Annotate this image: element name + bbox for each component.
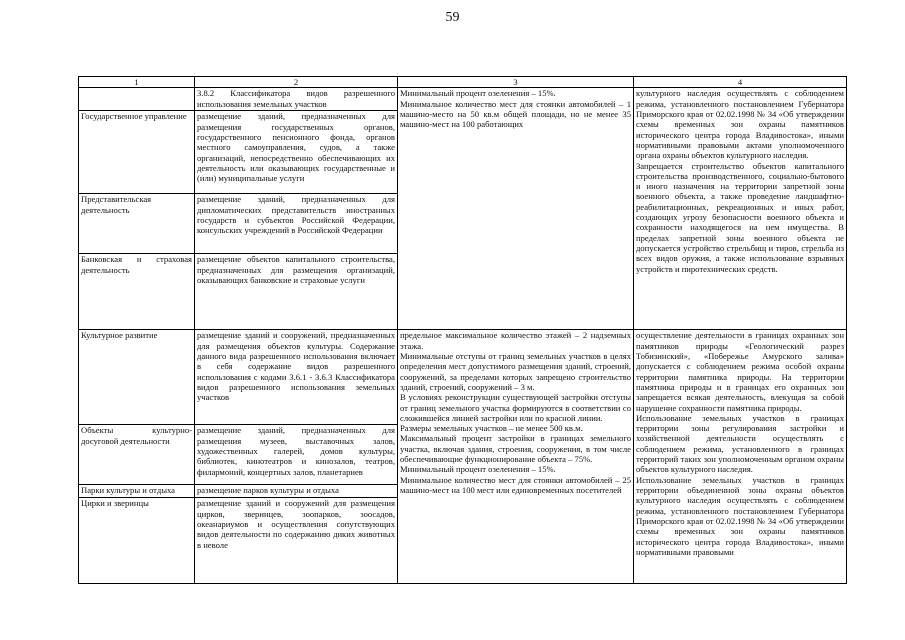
parameter-text: Минимальное количество мест для стоянки автомобилей – 1 машино-место на 50 кв.м общей площади, но не менее 35 машино-мест на 100 работающих (400, 98, 631, 130)
use-name: Цирки и зверинцы (79, 498, 195, 584)
parameter-text: Минимальный процент озеленения – 15%. (400, 88, 556, 99)
parameters-cell (398, 88, 634, 330)
column-number: 4 (634, 77, 847, 88)
use-description: 3.8.2 Классификатора видов разрешенного использования земельных участков (195, 88, 398, 111)
restriction-text: культурного наследия осуществлять с соблюдением режима, установленного постановлением Губернатора Приморского края от 02.02.1998 № 34 «Об утверждении схемы временных зон охраны памятников исторического центра города Владивостока», иными нормативными правовыми актами уполномоченного органа охраны объектов культурного наследия. (636, 88, 844, 161)
column-number: 3 (398, 77, 634, 88)
regulations-table (78, 76, 847, 584)
parameter-text: предельное максимальное количество этажей – 2 надземных этажа. (400, 330, 631, 351)
use-name: Представительская деятельность (79, 194, 195, 254)
use-description: размещение зданий, предназначенных для размещения музеев, выставочных залов, художественных галерей, домов культуры, библиотек, кинотеатров и кинозалов, театров, филармоний, концертных залов, планетариев (195, 425, 398, 485)
restriction-text: Использование земельных участков в границах территории зоны регулирования застройки и хозяйственной деятельности осуществлять с соблюдением режима, установленного в границах территорий таких зон уполномоченным органом охраны объектов культурного наследия. (636, 412, 844, 475)
empty-cell (79, 88, 195, 111)
restriction-text: Запрещается строительство объектов капитального строительства производственного, социально-бытового и иного назначения на территории запретной зоны военного объекта, а также проведение ландшафтно-реабилитационных, рекреационных и иных работ, создающих угрозу безопасности военного объекта и сохранности находящегося на нем имущества. В пределах запретной зоны военного объекта не допускается устройство стрельбищ и тиров, стрельба из всех видов оружия, а также использование взрывных устройств и пиротехнических средств. (636, 160, 844, 274)
parameters-cell (398, 330, 634, 584)
restrictions-cell (634, 88, 847, 330)
use-name: Государственное управление (79, 111, 195, 194)
column-number: 2 (195, 77, 398, 88)
restriction-text: Использование земельных участков в границах территории объединенной зоны охраны объектов культурного наследия осуществлять с соблюдением режима, установленного постановлением Губернатора Приморского края от 02.02.1998 № 34 «Об утверждении схемы временных зон охраны памятников исторического центра города Владивостока», иными нормативными правовыми (636, 474, 844, 557)
use-description: размещение зданий, предназначенных для размещения государственных органов, государственного пенсионного фонда, органов местного самоуправления, судов, а также организаций, непосредственно обеспечивающих их деятельность или оказывающих государственные и (или) муниципальные услуги (195, 111, 398, 194)
parameter-text: Минимальный процент озеленения – 15%. (400, 464, 556, 475)
page-number: 59 (445, 10, 460, 25)
parameter-text: Размеры земельных участков – не менее 500 кв.м. (400, 423, 583, 434)
restrictions-cell (634, 330, 847, 584)
parameter-text: Минимальное количество мест для стоянки автомобилей – 25 машино-мест на 100 мест или единовременных посетителей (400, 474, 631, 495)
table-row (79, 330, 847, 425)
use-description: размещение зданий и сооружений, предназначенных для размещения объектов культуры. Содержание данного вида разрешенного использования включает в себя содержание видов разрешенного использования с кодами 3.6.1 - 3.6.3 Классификатора видов разрешенного использования земельных участков (195, 330, 398, 425)
column-number: 1 (79, 77, 195, 88)
parameter-text: Максимальный процент застройки в границах земельного участка, включая здания, строения, сооружения, в том числе обеспечивающие функционирование объекта – 75%. (400, 433, 631, 465)
use-description: размещение зданий и сооружений для размещения цирков, зверинцев, зоопарков, зоосадов, океанариумов и осуществления сопутствующих видов деятельности по содержанию диких животных в неволе (195, 498, 398, 584)
use-name: Культурное развитие (79, 330, 195, 425)
use-name: Парки культуры и отдыха (79, 485, 195, 498)
use-description: размещение парков культуры и отдыха (195, 485, 398, 498)
column-number-row (79, 77, 847, 88)
use-name: Объекты культурно-досуговой деятельности (79, 425, 195, 485)
parameter-text: Минимальные отступы от границ земельных участков в целях определения мест допустимого размещения зданий, строений, сооружений, за пределами которых запрещено строительство зданий, строений, сооружений – 3 м. (400, 350, 631, 392)
use-description: размещение объектов капитального строительства, предназначенных для размещения организаций, оказывающих банковские и страховые услуги (195, 254, 398, 330)
restriction-text: осуществление деятельности в границах охранных зон памятников природы «Геологический разрез Тобизинский», «Побережье Амурского залива» допускается с соблюдением режима особой охраны территории памятника природы. На территории памятника природы и в границах его охранных зон запрещается всякая деятельность, влекущая за собой нарушение сохранности памятника природы. (636, 330, 844, 413)
use-name: Банковская и страховая деятельность (79, 254, 195, 330)
use-description: размещение зданий, предназначенных для дипломатических представительств иностранных государств и субъектов Российской Федерации, консульских учреждений в Российской Федерации (195, 194, 398, 254)
table-row (79, 88, 847, 111)
parameter-text: В условиях реконструкции существующей застройки отступы от границ земельного участка формируются в соответствии со сложившейся линией застройки или по красной линии. (400, 392, 631, 423)
